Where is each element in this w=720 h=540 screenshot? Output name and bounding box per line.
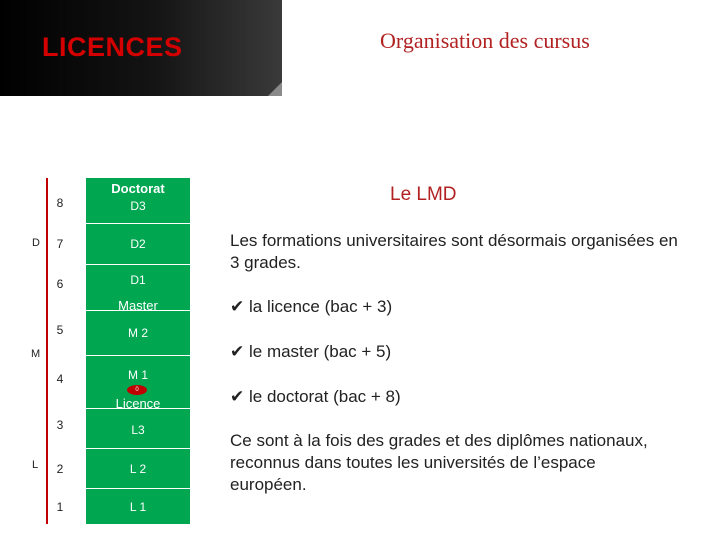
lmd-conclusion: Ce sont à la fois des grades et des diplômes nationaux, reconnus dans toutes les universités de l’espace européen. — [230, 431, 648, 494]
l3-label: L3 — [131, 423, 145, 437]
divider — [86, 223, 190, 224]
l1-label: L 1 — [129, 500, 147, 514]
banner-corner-fold — [268, 82, 282, 96]
list-item-label: le master (bac + 5) — [248, 342, 392, 361]
label-d: D — [32, 237, 40, 249]
divider — [86, 488, 190, 489]
label-m: M — [31, 348, 41, 360]
d3-label: D3 — [130, 199, 146, 213]
m1-label: M 1 — [127, 368, 148, 382]
year-8: 8 — [56, 196, 64, 210]
check-icon: ✔ — [230, 297, 245, 317]
lmd-intro: Les formations universitaires sont désormais organisées en 3 grades. — [230, 231, 678, 272]
list-item-label: le doctorat (bac + 8) — [248, 387, 401, 406]
list-item — [230, 341, 391, 363]
marker-dot: 0 — [127, 385, 147, 395]
year-6: 6 — [56, 277, 64, 291]
divider — [86, 264, 190, 265]
check-icon: ✔ — [230, 387, 245, 407]
doctorat-label: Doctorat — [111, 181, 165, 196]
list-item-label: la licence (bac + 3) — [248, 297, 393, 316]
list-item — [230, 386, 401, 408]
year-5: 5 — [56, 323, 64, 337]
master-label: Master — [118, 298, 158, 313]
d1-label: D1 — [130, 273, 146, 287]
page-title: Organisation des cursus — [380, 28, 590, 53]
header-banner — [0, 0, 282, 96]
year-4: 4 — [56, 372, 64, 386]
l2-label: L 2 — [129, 462, 147, 476]
label-l: L — [32, 459, 39, 471]
d2-label: D2 — [130, 237, 146, 251]
year-7: 7 — [56, 237, 64, 251]
banner-title: LICENCES — [42, 32, 183, 62]
licence-label: Licence — [115, 396, 161, 411]
list-item — [230, 296, 392, 318]
divider — [86, 355, 190, 356]
m2-label: M 2 — [127, 326, 148, 340]
lmd-title: Le LMD — [390, 184, 457, 205]
year-3: 3 — [56, 418, 64, 432]
check-icon: ✔ — [230, 342, 245, 362]
year-1: 1 — [56, 500, 64, 514]
divider — [86, 448, 190, 449]
year-2: 2 — [56, 462, 64, 476]
